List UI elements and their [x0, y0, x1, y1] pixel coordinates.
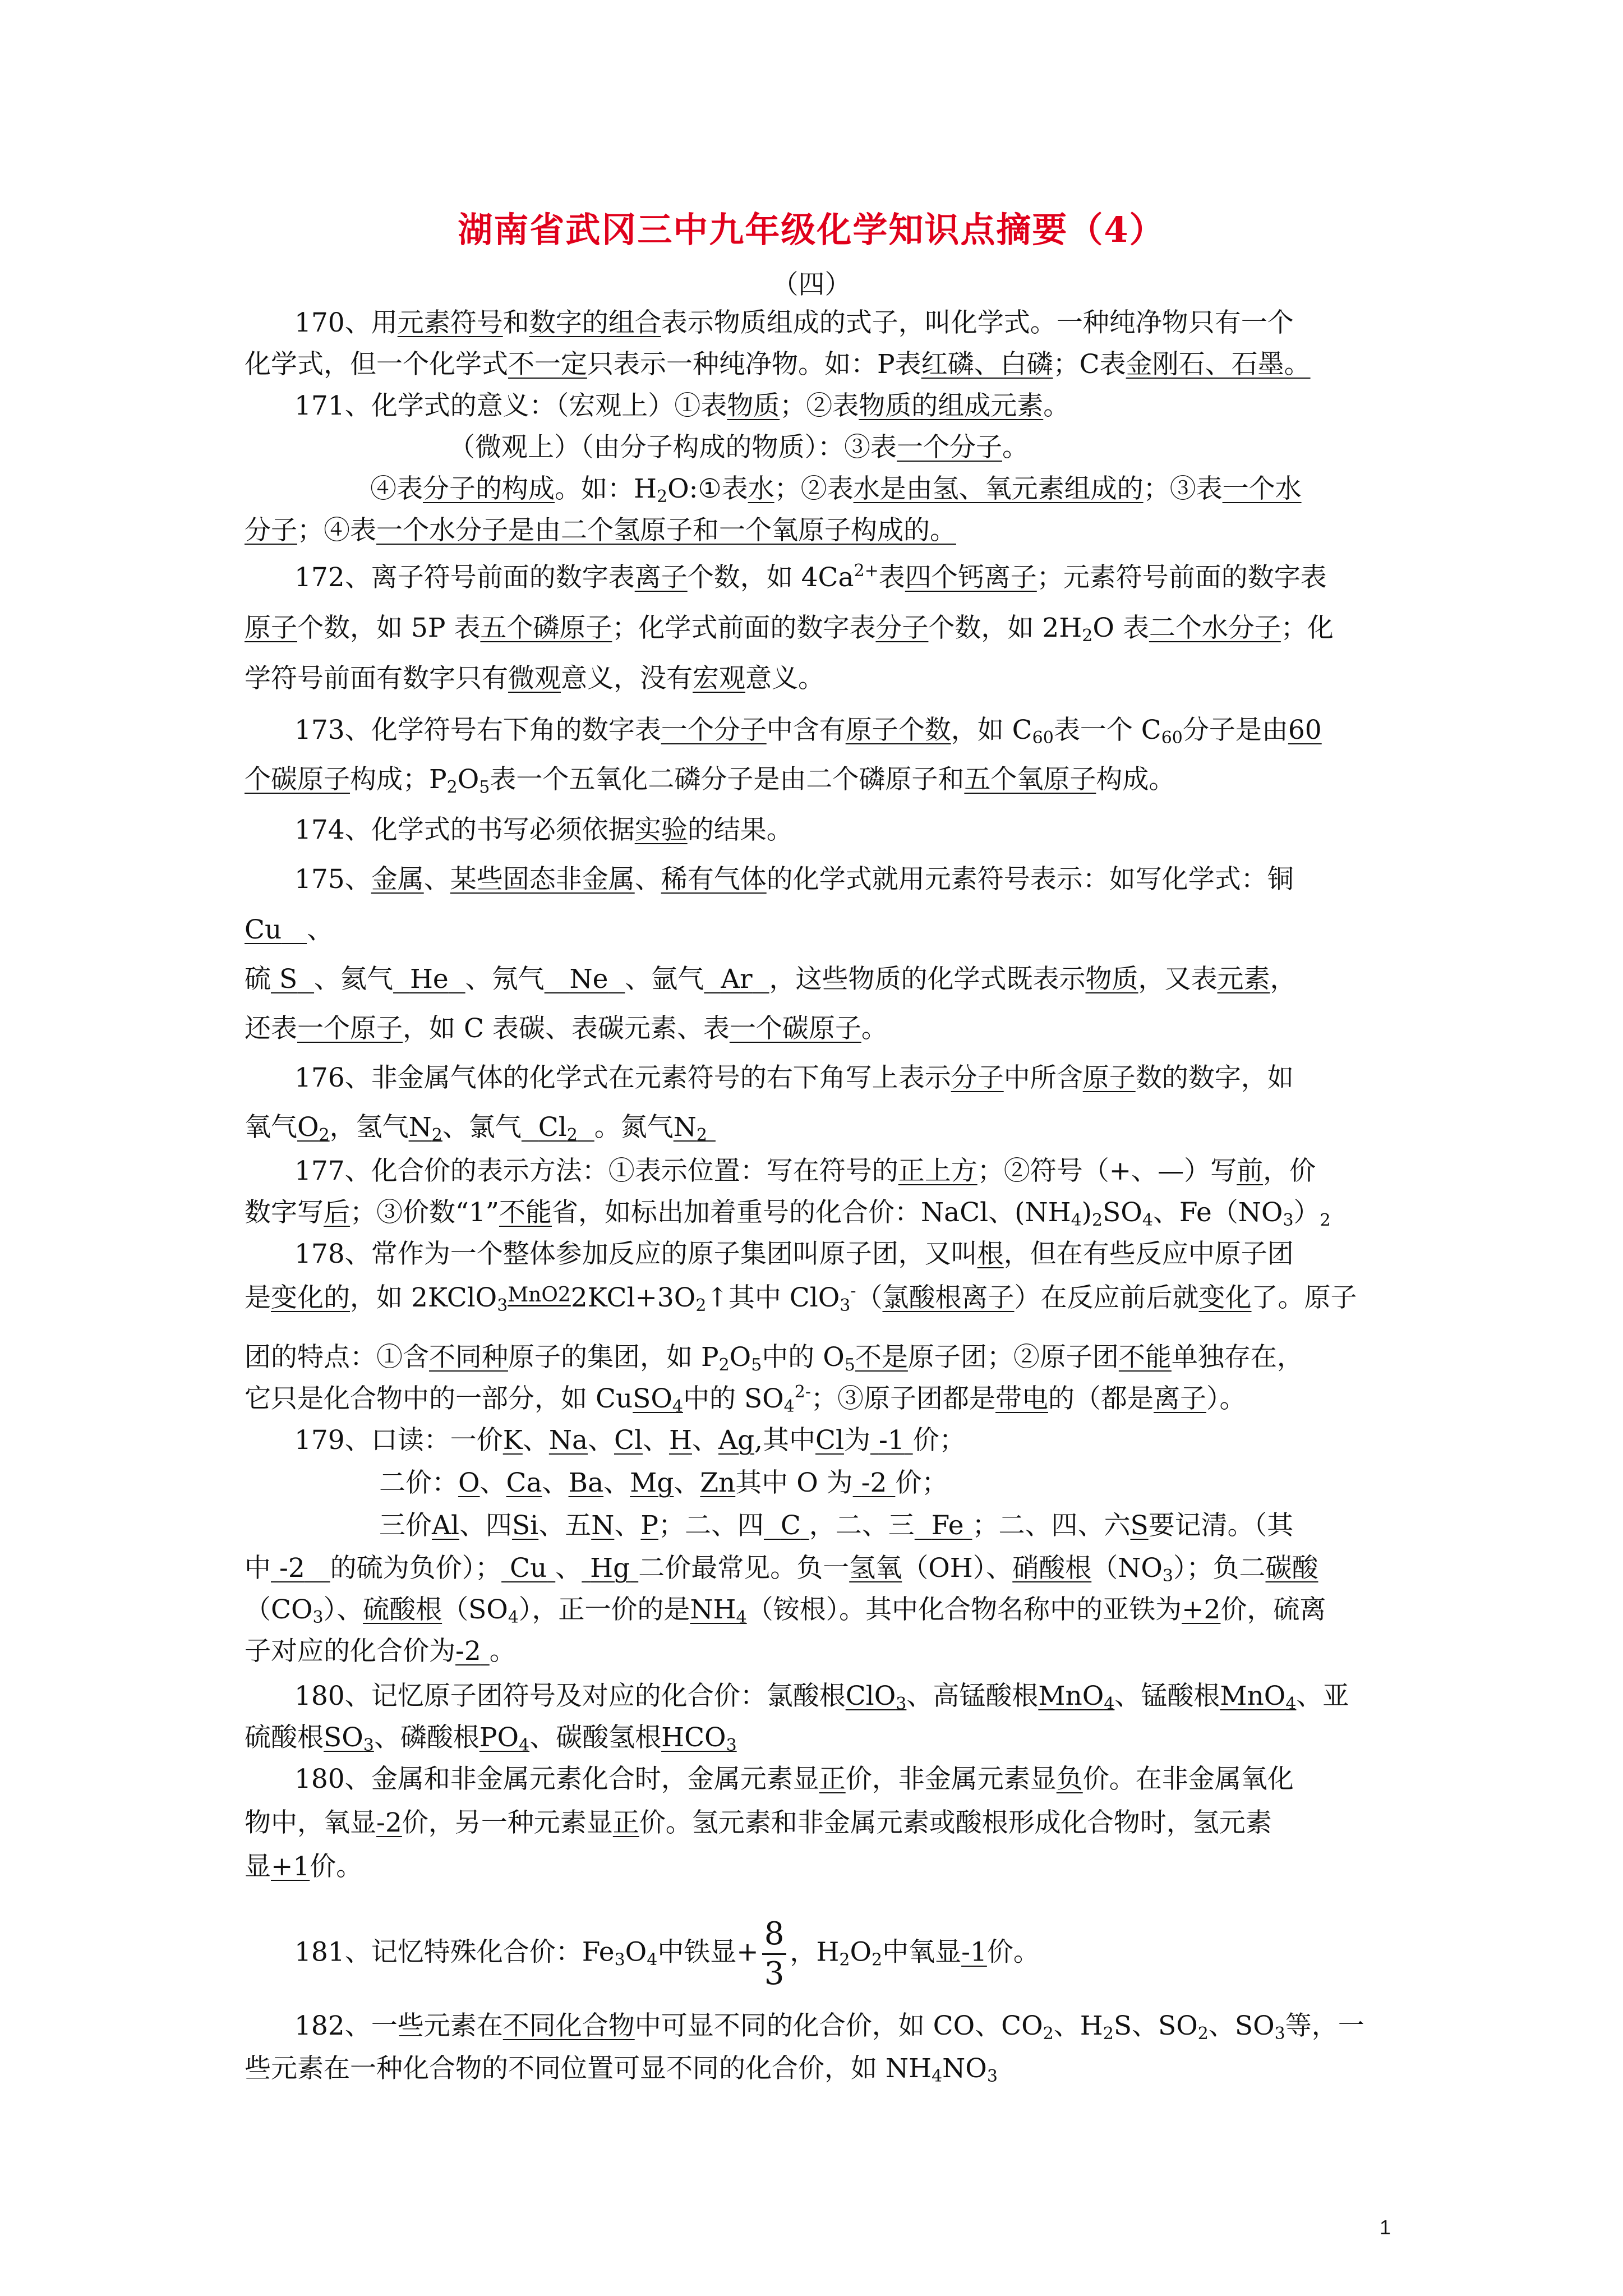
- line-173-1: 173、化学符号右下角的数字表一个分子中含有原子个数，如 $C_{60}$表一个 $C_{60}$分子是由60: [294, 715, 1322, 748]
- fraction-eight-thirds: $\frac{8}{3}$: [762, 1918, 787, 1990]
- line-180b-3: 显+1价。: [245, 1851, 363, 1882]
- line-171-1: 171、化学式的意义：（宏观上）①表物质；②表物质的组成元素。: [294, 390, 1070, 421]
- line-174: 174、化学式的书写必须依据实验的结果。: [294, 815, 793, 845]
- catalyst-arrow: MnO2: [508, 1283, 571, 1306]
- line-179-6: 子对应的化合价为-2 。: [245, 1636, 516, 1667]
- line-180b-1: 180、金属和非金属元素化合时，金属元素显正价，非金属元素显负价。在非金属氧化: [294, 1764, 1294, 1795]
- line-175-4: 还表一个原子，如 C 表碳、表碳元素、表一个碳原子。: [245, 1013, 888, 1044]
- line-176-1: 176、非金属气体的化学式在元素符号的右下角写上表示分子中所含原子数的数字，如: [294, 1062, 1294, 1093]
- line-172-3: 学符号前面有数字只有微观意义，没有宏观意义。: [245, 663, 824, 694]
- line-170-1: 170、用元素符号和数字的组合表示物质组成的式子，叫化学式。一种纯净物只有一个: [294, 307, 1294, 338]
- line-178-4: 它只是化合物中的一部分，如 CuSO$_4$中的 $SO_4^{2-}$；③原子团都是带电的（都是离子）。: [245, 1382, 1246, 1416]
- line-182-2: 些元素在一种化合物的不同位置可显不同的化合价，如 $NH_4NO_3$: [245, 2053, 998, 2086]
- line-179-3: 三价Al、四Si、五N、P；二、四 C ，二、三 Fe ；二、四、六S要记清。（其: [379, 1510, 1294, 1541]
- line-180-2: 硫酸根$SO_3$、磷酸根$PO_4$、碳酸氢根$HCO_3$: [245, 1722, 737, 1755]
- line-178-2: 是变化的，如 2KClO$_3$ MnO2 $2KCl+3O_2↑$其中 ClO$_3$-（氯酸根离子）在反应前后就变化了。原子: [245, 1281, 1357, 1315]
- line-180b-2: 物中，氧显-2价，另一种元素显正价。氢元素和非金属元素或酸根形成化合物时，氢元素: [245, 1807, 1272, 1838]
- line-170-2: 化学式，但一个化学式不一定只表示一种纯净物。如：P表红磷、白磷；C表金刚石、石墨。: [245, 349, 1311, 380]
- line-175-2: Cu 、: [245, 914, 334, 945]
- line-175-1: 175、金属、某些固态非金属、稀有气体的化学式就用元素符号表示：如写化学式：铜: [294, 864, 1294, 895]
- line-171-2: （微观上）（由分子构成的物质）：③表一个分子。: [449, 432, 1029, 463]
- line-172-2: 原子个数，如 5P 表五个磷原子；化学式前面的数字表分子个数，如 $2H_2O$ 表二个水分子；化: [245, 613, 1334, 646]
- line-177-2: 数字写后；③价数“1”不能省，如标出加着重号的化合价：NaCl、$(NH_4)_2SO_4$、$Fe(NO_3)_2$: [245, 1197, 1331, 1230]
- line-179-2: 二价：O、Ca、Ba、Mg、Zn其中 O 为 -2 价；: [379, 1467, 948, 1498]
- line-171-4: 分子；④表一个水分子是由二个氢原子和一个氧原子构成的。: [245, 515, 956, 546]
- line-177-1: 177、化合价的表示方法：①表示位置：写在符号的正上方；②符号（+、—）写前，价: [294, 1156, 1316, 1186]
- line-173-2: 个碳原子构成；$P_2O_5$表一个五氧化二磷分子是由二个磷原子和五个氧原子构成。: [245, 764, 1175, 797]
- section-number: （四）: [772, 269, 851, 300]
- line-179-1: 179、口读：一价K、Na、Cl、H、Ag,其中Cl为 -1 价；: [294, 1425, 966, 1456]
- line-180-1: 180、记忆原子团符号及对应的化合价：氯酸根ClO$_3$、高锰酸根MnO$_4$、锰酸根MnO$_4$、亚: [294, 1681, 1349, 1714]
- line-171-3: ④表分子的构成。如：$H_2O:①$表水；②表水是由氢、氧元素组成的；③表一个水: [370, 473, 1302, 507]
- line-179-4: 中 -2 的硫为负价）； Cu 、 Hg 二价最常见。负一氢氧（OH）、硝酸根$(NO_3)$；负二碳酸: [245, 1553, 1318, 1586]
- page-number: 1: [1379, 2216, 1391, 2239]
- document-title: 湖南省武冈三中九年级化学知识点摘要（4）: [458, 209, 1165, 250]
- line-178-1: 178、常作为一个整体参加反应的原子集团叫原子团，又叫根，但在有些反应中原子团: [294, 1239, 1294, 1269]
- line-179-5: $(CO_3)$、硫酸根$(SO_4)$，正一价的是$NH_4$（铵根）。其中化合物名称中的亚铁为+2价，硫离: [245, 1594, 1326, 1627]
- line-176-2: 氧气$O_2$，氢气$N_2$、氯气 $Cl_2$ 。氮气$N_2$: [245, 1112, 707, 1145]
- line-178-3: 团的特点：①含不同种原子的集团，如 $P_2O_5$中的 $O_5$不是原子团；②原子团不能单独存在，: [245, 1342, 1303, 1375]
- line-175-3: 硫 S 、氦气 He 、氖气 Ne 、氩气 Ar ，这些物质的化学式既表示物质，又表元素，: [245, 964, 1297, 995]
- line-182-1: 182、一些元素在不同化合物中可显不同的化合价，如 CO、$CO_2$、$H_2S$、$SO_2$、$SO_3$等，一: [294, 2010, 1364, 2044]
- line-172-1: 172、离子符号前面的数字表离子个数，如 $4Ca^{2+}$表四个钙离子；元素符号前面的数字表: [294, 561, 1327, 593]
- line-181: 181、记忆特殊化合价：$Fe_3O_4$中铁显+ $\frac{8}{3}$ ，$H_2O_2$中氧显-1价。: [294, 1916, 1040, 1992]
